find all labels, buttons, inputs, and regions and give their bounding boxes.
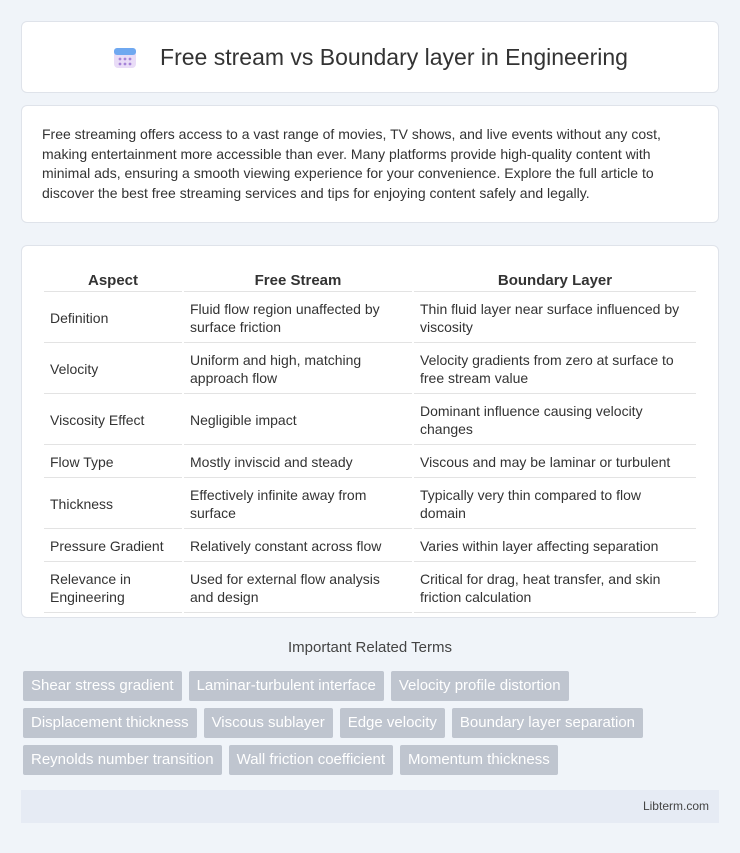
related-term-tag[interactable]: Boundary layer separation [452, 708, 643, 738]
related-term-tag[interactable]: Edge velocity [340, 708, 445, 738]
footer [21, 790, 719, 823]
table-row [44, 480, 696, 529]
related-term-tag[interactable]: Reynolds number transition [23, 745, 222, 775]
table-row [44, 531, 696, 562]
tag-row [23, 745, 723, 775]
table-row [44, 345, 696, 394]
comparison-card [21, 245, 719, 618]
related-term-tag[interactable]: Viscous sublayer [204, 708, 333, 738]
table-cell: Relatively constant across flow [184, 531, 412, 562]
tag-row [23, 671, 723, 701]
table-cell: Typically very thin compared to flow domain [414, 480, 696, 529]
table-cell: Flow Type [44, 447, 182, 478]
column-header: Free Stream [184, 268, 412, 292]
related-term-tag[interactable]: Displacement thickness [23, 708, 197, 738]
table-cell: Velocity gradients from zero at surface to free stream value [414, 345, 696, 394]
table-cell: Fluid flow region unaffected by surface friction [184, 294, 412, 343]
column-header: Aspect [44, 268, 182, 292]
intro-text: Free streaming offers access to a vast range of movies, TV shows, and live events without any cost, making entertainment more accessible than ever. Many platforms provide high-quality content with minimal ads, ensuring a smooth viewing experience for your convenience. Explore the full article to discover the best free streaming services and tips for enjoying content safely and legally. [42, 126, 661, 201]
column-header: Boundary Layer [414, 268, 696, 292]
related-term-tag[interactable]: Momentum thickness [400, 745, 558, 775]
related-term-tag[interactable]: Laminar-turbulent interface [189, 671, 384, 701]
table-cell: Mostly inviscid and steady [184, 447, 412, 478]
table-cell: Uniform and high, matching approach flow [184, 345, 412, 394]
table-row [44, 564, 696, 613]
table-cell: Dominant influence causing velocity changes [414, 396, 696, 445]
page-title: Free stream vs Boundary layer in Engineering [160, 43, 628, 70]
related-term-tag[interactable]: Velocity profile distortion [391, 671, 569, 701]
table-cell: Critical for drag, heat transfer, and skin friction calculation [414, 564, 696, 613]
table-cell: Pressure Gradient [44, 531, 182, 562]
table-cell: Definition [44, 294, 182, 343]
table-header-row [44, 268, 696, 292]
table-cell: Viscous and may be laminar or turbulent [414, 447, 696, 478]
related-term-tag[interactable]: Wall friction coefficient [229, 745, 393, 775]
comparison-table [42, 266, 698, 615]
table-row [44, 396, 696, 445]
related-terms-title: Important Related Terms [288, 639, 452, 656]
table-cell: Used for external flow analysis and design [184, 564, 412, 613]
table-cell: Relevance in Engineering [44, 564, 182, 613]
tag-row [23, 708, 723, 738]
related-terms [23, 671, 723, 782]
table-cell: Velocity [44, 345, 182, 394]
table-row [44, 294, 696, 343]
header-card [21, 21, 719, 93]
table-cell: Varies within layer affecting separation [414, 531, 696, 562]
table-cell: Viscosity Effect [44, 396, 182, 445]
table-cell: Thickness [44, 480, 182, 529]
footer-site-link[interactable]: Libterm.com [642, 799, 709, 813]
table-cell: Thin fluid layer near surface influenced by viscosity [414, 294, 696, 343]
table-cell: Effectively infinite away from surface [184, 480, 412, 529]
calendar-icon [112, 44, 138, 70]
table-row [44, 447, 696, 478]
intro-card [21, 105, 719, 223]
table-cell: Negligible impact [184, 396, 412, 445]
related-term-tag[interactable]: Shear stress gradient [23, 671, 182, 701]
